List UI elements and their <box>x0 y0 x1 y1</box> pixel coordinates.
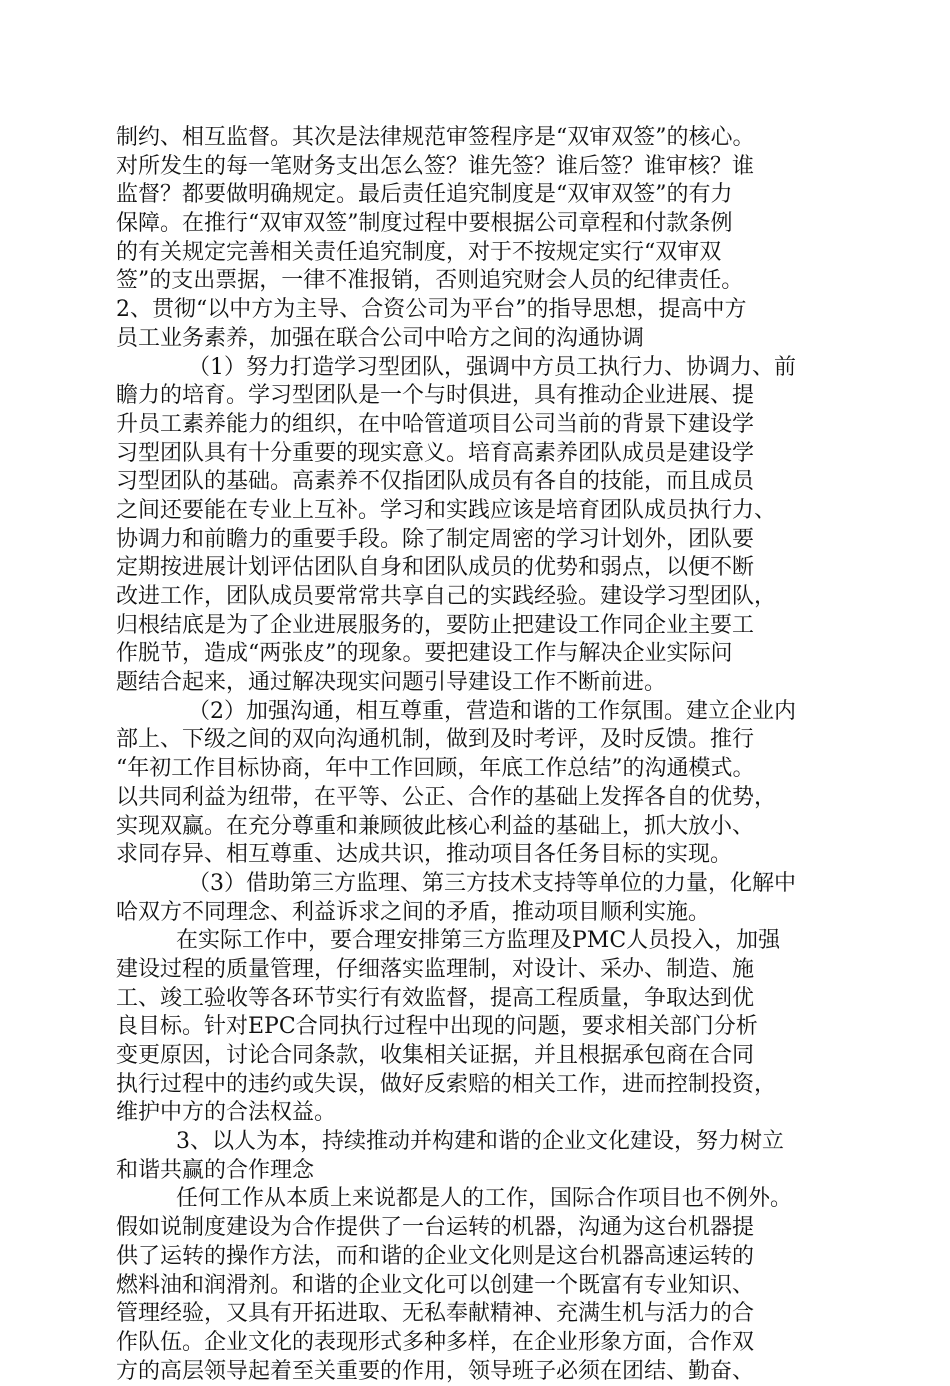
text-line: （3）借助第三方监理、第三方技术支持等单位的力量，化解中 <box>188 870 796 896</box>
text-line: 升员工素养能力的组织，在中哈管道项目公司当前的背景下建设学 <box>116 411 755 437</box>
text-line: （1）努力打造学习型团队，强调中方员工执行力、协调力、前 <box>188 354 796 380</box>
text-line: 方的高层领导起着至关重要的作用，领导班子必须在团结、勤奋、 <box>116 1358 755 1384</box>
text-line: 3、以人为本，持续推动并构建和谐的企业文化建设，努力树立 <box>176 1129 784 1155</box>
text-line: 签”的支出票据，一律不准报销，否则追究财会人员的纪律责任。 <box>116 268 744 294</box>
text-line: 变更原因，讨论合同条款，收集相关证据，并且根据承包商在合同 <box>116 1043 755 1068</box>
text-line: 保障。在推行“双审双签”制度过程中要根据公司章程和付款条例 <box>116 211 733 237</box>
text-line: 瞻力的培育。学习型团队是一个与时俱进，具有推动企业进展、提 <box>116 383 755 409</box>
text-line: 习型团队的基础。高素养不仅指团队成员有各自的技能，而且成员 <box>116 469 755 495</box>
text-line: 任何工作从本质上来说都是人的工作，国际合作项目也不例外。 <box>176 1186 793 1212</box>
text-line: 哈双方不同理念、利益诉求之间的矛盾，推动项目顺利实施。 <box>116 899 711 925</box>
text-line: 燃料油和润滑剂。和谐的企业文化可以创建一个既富有专业知识、 <box>116 1272 755 1298</box>
text-line: 实现双赢。在充分尊重和兼顾彼此核心利益的基础上，抓大放小、 <box>116 813 755 839</box>
text-line: 2、贯彻“以中方为主导、合资公司为平台”的指导思想，提高中方 <box>116 297 747 323</box>
text-line: 良目标。针对EPC合同执行过程中出现的问题，要求相关部门分析 <box>116 1014 758 1040</box>
document-body <box>116 124 816 1386</box>
text-line: 执行过程中的违约或失误，做好反索赔的相关工作，进而控制投资， <box>116 1071 777 1097</box>
text-line: 管理经验，又具有开拓进取、无私奉献精神、充满生机与活力的合 <box>116 1301 755 1327</box>
text-line: 题结合起来，通过解决现实问题引导建设工作不断前进。 <box>116 670 667 696</box>
text-line: 习型团队具有十分重要的现实意义。培育高素养团队成员是建设学 <box>116 440 755 466</box>
text-line: 以共同利益为纽带，在平等、公正、合作的基础上发挥各自的优势， <box>116 784 777 810</box>
text-line: 之间还要能在专业上互补。学习和实践应该是培育团队成员执行力、 <box>116 497 777 523</box>
text-line: （2）加强沟通，相互尊重，营造和谐的工作氛围。建立企业内 <box>188 698 796 724</box>
text-line: 和谐共赢的合作理念 <box>116 1157 315 1183</box>
text-line: 作脱节，造成“两张皮”的现象。要把建设工作与解决企业实际问 <box>116 641 733 667</box>
text-line: 制约、相互监督。其次是法律规范审签程序是“双审双签”的核心。 <box>116 125 755 150</box>
text-line: 维护中方的合法权益。 <box>116 1100 337 1126</box>
text-line: 部上、下级之间的双向沟通机制，做到及时考评，及时反馈。推行 <box>116 727 755 753</box>
text-line: 改进工作，团队成员要常常共享自己的实践经验。建设学习型团队， <box>116 584 777 609</box>
text-line: 定期按进展计划评估团队自身和团队成员的优势和弱点，以便不断 <box>116 555 755 581</box>
text-line: 假如说制度建设为合作提供了一台运转的机器，沟通为这台机器提 <box>116 1215 755 1241</box>
text-line: 的有关规定完善相关责任追究制度，对于不按规定实行“双审双 <box>116 239 722 265</box>
text-line: 作队伍。企业文化的表现形式多种多样，在企业形象方面，合作双 <box>116 1329 755 1355</box>
text-line: “年初工作目标协商，年中工作回顾，年底工作总结”的沟通模式。 <box>116 756 755 782</box>
text-line: 建设过程的质量管理，仔细落实监理制，对设计、采办、制造、施 <box>116 956 755 982</box>
text-line: 求同存异、相互尊重、达成共识，推动项目各任务目标的实现。 <box>116 842 733 868</box>
text-line: 归根结底是为了企业进展服务的，要防止把建设工作同企业主要工 <box>116 612 755 638</box>
text-line: 供了运转的操作方法，而和谐的企业文化则是这台机器高速运转的 <box>116 1243 755 1269</box>
text-line: 在实际工作中，要合理安排第三方监理及PMC人员投入，加强 <box>176 928 781 954</box>
text-line: 协调力和前瞻力的重要手段。除了制定周密的学习计划外，团队要 <box>116 526 755 552</box>
text-line: 监督？都要做明确规定。最后责任追究制度是“双审双签”的有力 <box>116 182 733 208</box>
text-line: 员工业务素养，加强在联合公司中哈方之间的沟通协调 <box>116 325 645 351</box>
text-line: 对所发生的每一笔财务支出怎么签？谁先签？谁后签？谁审核？谁 <box>116 153 755 179</box>
text-line: 工、竣工验收等各环节实行有效监督，提高工程质量，争取达到优 <box>116 985 755 1011</box>
